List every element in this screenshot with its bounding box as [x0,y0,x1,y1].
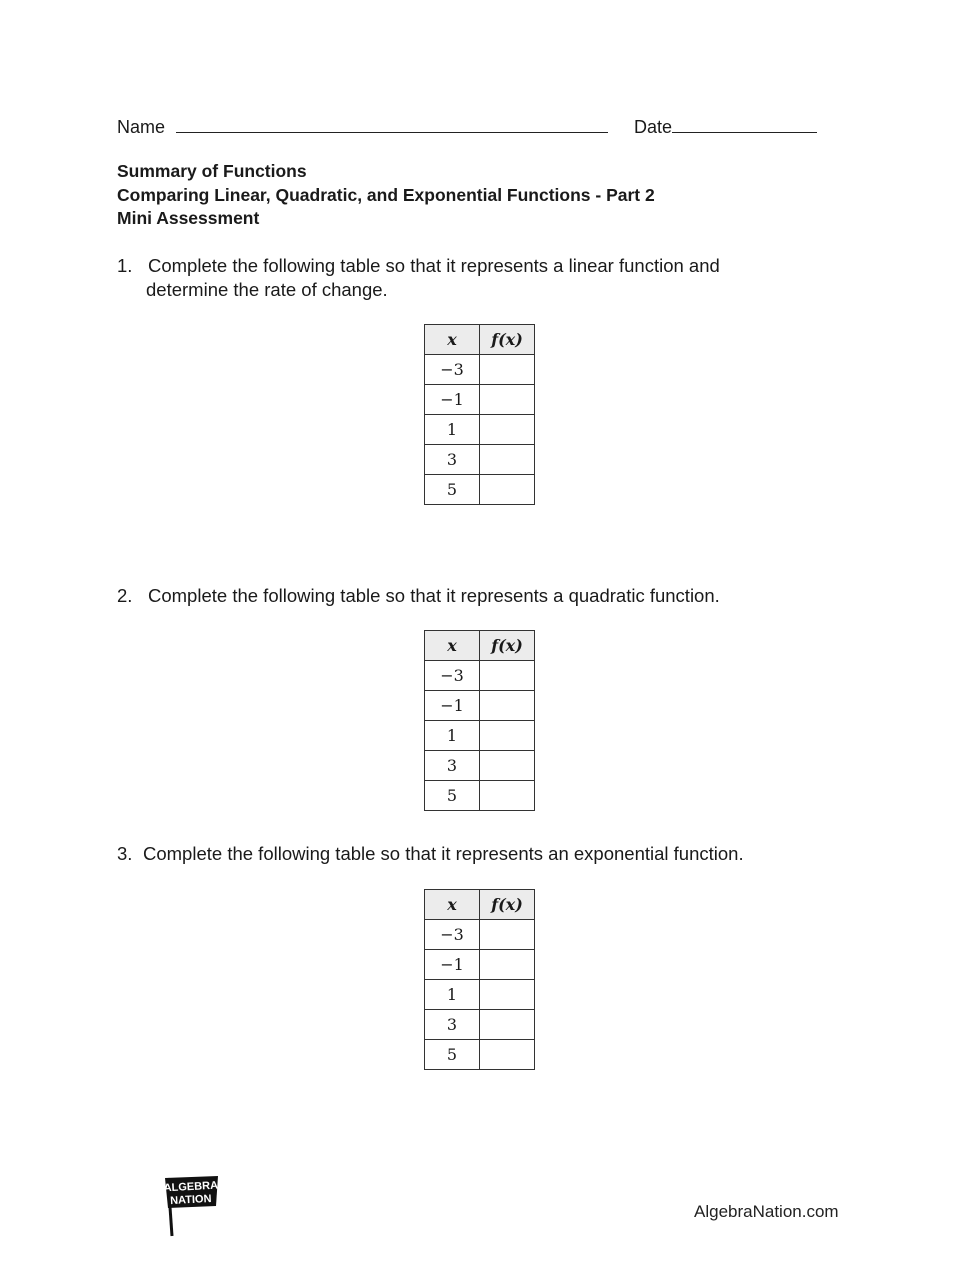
fx-blank-cell[interactable] [480,475,535,505]
document-titles [117,160,655,231]
x-value: −3 [425,355,480,385]
site-link[interactable]: AlgebraNation.com [694,1202,839,1221]
table-row [425,385,535,415]
x-value: −1 [425,691,480,721]
table-row [425,721,535,751]
function-table-2 [424,630,535,811]
x-value: 1 [425,721,480,751]
header-fx: f(x) [480,631,535,661]
question-2 [117,584,720,608]
table-header-row [425,631,535,661]
fx-blank-cell[interactable] [480,445,535,475]
table-row [425,751,535,781]
x-value: −1 [425,385,480,415]
fx-blank-cell[interactable] [480,751,535,781]
name-blank[interactable] [176,131,608,133]
table-row [425,1010,535,1040]
question-number: 3. [117,843,133,864]
function-table-3 [424,889,535,1070]
header-x: x [425,890,480,920]
date-field [634,117,817,138]
question-text-line-1: Complete the following table so that it represents a linear function and [148,255,720,276]
fx-blank-cell[interactable] [480,1010,535,1040]
fx-blank-cell[interactable] [480,355,535,385]
x-value: 3 [425,751,480,781]
header-x: x [425,325,480,355]
name-label: Name [117,117,166,137]
fx-blank-cell[interactable] [480,415,535,445]
header-fx: f(x) [480,890,535,920]
x-value: 1 [425,980,480,1010]
question-number: 1. [117,255,133,276]
table-row [425,661,535,691]
x-value: 5 [425,781,480,811]
date-blank[interactable] [672,131,817,133]
logo-text-2: NATION [169,1192,212,1208]
table-row [425,415,535,445]
x-value: 3 [425,445,480,475]
x-value: 3 [425,1010,480,1040]
x-value: −3 [425,661,480,691]
x-value: −1 [425,950,480,980]
table-row [425,355,535,385]
fx-blank-cell[interactable] [480,980,535,1010]
algebra-nation-logo [160,1172,222,1238]
date-label: Date [634,117,673,137]
fx-blank-cell[interactable] [480,950,535,980]
header-fx: f(x) [480,325,535,355]
fx-blank-cell[interactable] [480,691,535,721]
table-row [425,980,535,1010]
fx-blank-cell[interactable] [480,920,535,950]
header-x: x [425,631,480,661]
name-field [117,117,608,138]
question-text-line-2: determine the rate of change. [146,278,388,300]
table-row [425,950,535,980]
title-line-3: Mini Assessment [117,208,260,228]
table-header-row [425,325,535,355]
question-1 [117,254,720,301]
table-row [425,445,535,475]
fx-blank-cell[interactable] [480,1040,535,1070]
table-header-row [425,890,535,920]
fx-blank-cell[interactable] [480,385,535,415]
question-text-line-1: Complete the following table so that it represents a quadratic function. [148,585,720,606]
table-row [425,475,535,505]
table-row [425,1040,535,1070]
x-value: 5 [425,475,480,505]
x-value: 5 [425,1040,480,1070]
function-table-1 [424,324,535,505]
fx-blank-cell[interactable] [480,661,535,691]
table-row [425,920,535,950]
question-number: 2. [117,585,133,606]
table-row [425,781,535,811]
fx-blank-cell[interactable] [480,721,535,751]
x-value: 1 [425,415,480,445]
x-value: −3 [425,920,480,950]
table-row [425,691,535,721]
fx-blank-cell[interactable] [480,781,535,811]
title-line-1: Summary of Functions [117,161,307,181]
logo-text-1: ALGEBRA [163,1179,219,1195]
title-line-2: Comparing Linear, Quadratic, and Exponential Functions - Part 2 [117,184,655,205]
question-text-line-1: Complete the following table so that it represents an exponential function. [143,843,744,864]
question-3 [117,842,744,866]
